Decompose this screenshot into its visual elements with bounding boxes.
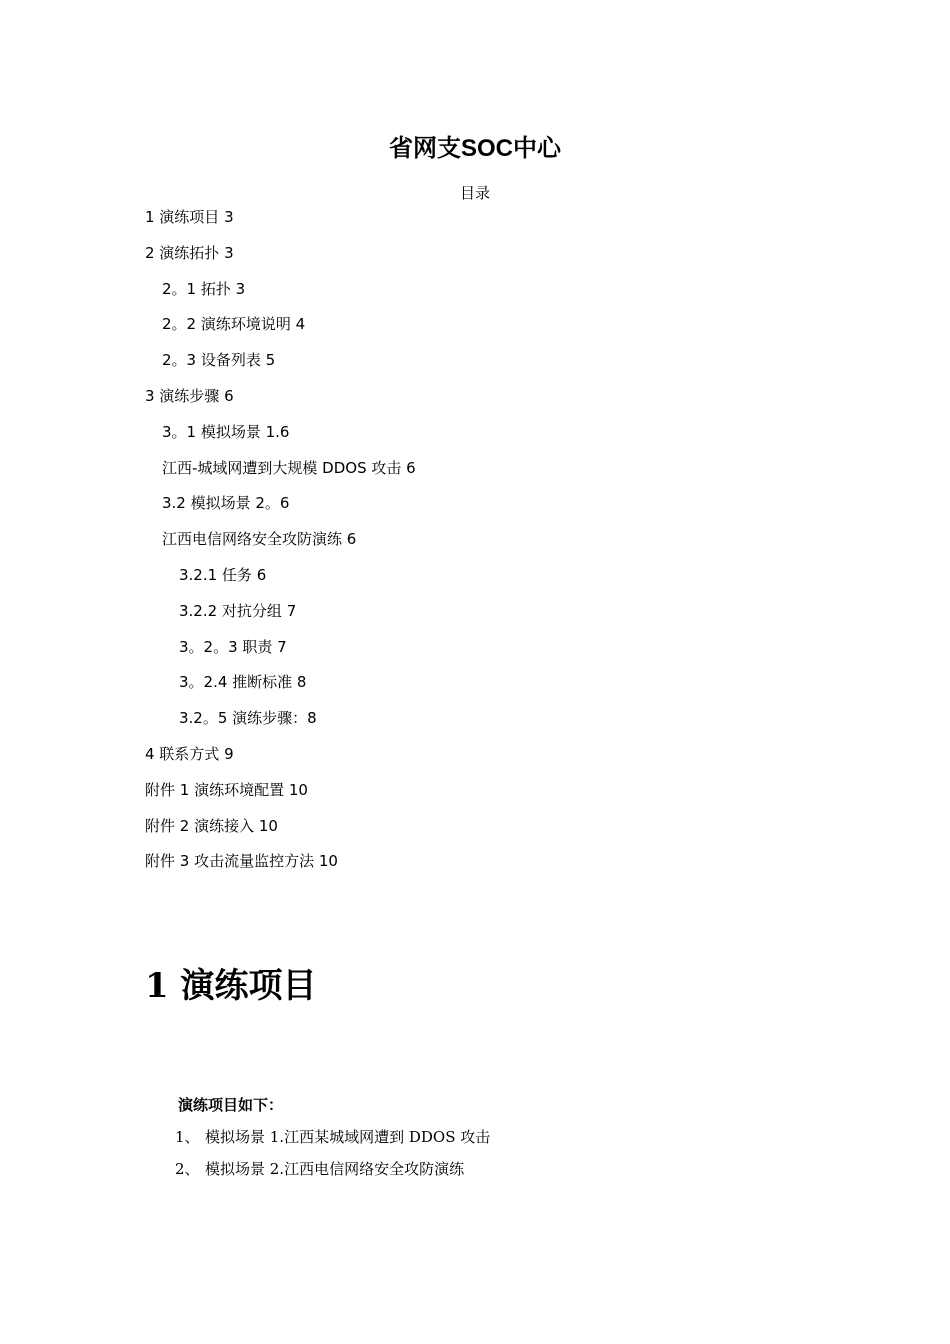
list-item xyxy=(175,1126,490,1158)
table-of-contents xyxy=(145,206,416,886)
toc-entry[interactable]: 3。2.4 推断标准 8 xyxy=(179,673,307,692)
toc-entry[interactable]: 3 演练步骤 6 xyxy=(145,386,234,405)
list-item-number: 2、 xyxy=(175,1160,200,1178)
section-intro: 演练项目如下： xyxy=(178,1096,284,1114)
toc-entry[interactable]: 3.2 模拟场景 2。6 xyxy=(162,494,290,513)
toc-entry[interactable]: 附件 3 攻击流量监控方法 10 xyxy=(145,852,338,871)
document-title: 省网支SOC中心 xyxy=(388,135,561,162)
exercise-item-list xyxy=(175,1126,490,1190)
toc-entry[interactable]: 江西电信网络安全攻防演练 6 xyxy=(162,530,357,549)
toc-entry[interactable]: 3。2。3 职责 7 xyxy=(179,637,287,656)
toc-entry[interactable]: 2 演练拓扑 3 xyxy=(145,243,234,262)
section-heading: 1 演练项目 xyxy=(145,966,317,1006)
toc-entry[interactable]: 2。1 拓扑 3 xyxy=(162,279,246,298)
list-item xyxy=(175,1158,490,1190)
toc-entry[interactable]: 1 演练项目 3 xyxy=(145,208,234,226)
toc-entry[interactable]: 2。3 设备列表 5 xyxy=(162,351,276,370)
toc-entry[interactable]: 3.2.2 对抗分组 7 xyxy=(179,601,297,620)
toc-entry[interactable]: 4 联系方式 9 xyxy=(145,744,234,763)
list-item-number: 1、 xyxy=(175,1128,200,1146)
toc-entry[interactable]: 附件 1 演练环境配置 10 xyxy=(145,780,308,799)
toc-entry[interactable]: 2。2 演练环境说明 4 xyxy=(162,315,306,334)
toc-entry[interactable]: 3.2。5 演练步骤：8 xyxy=(179,709,317,728)
toc-entry[interactable]: 附件 2 演练接入 10 xyxy=(145,816,278,835)
toc-entry[interactable]: 3.2.1 任务 6 xyxy=(179,565,267,584)
list-item-text: 模拟场景 1.江西某城域网遭到 DDOS 攻击 xyxy=(205,1128,491,1146)
toc-heading: 目录 xyxy=(459,184,490,202)
toc-entry[interactable]: 3。1 模拟场景 1.6 xyxy=(162,422,290,441)
toc-entry[interactable]: 江西-城域网遭到大规模 DDOS 攻击 6 xyxy=(162,458,416,477)
list-item-text: 模拟场景 2.江西电信网络安全攻防演练 xyxy=(205,1160,465,1178)
